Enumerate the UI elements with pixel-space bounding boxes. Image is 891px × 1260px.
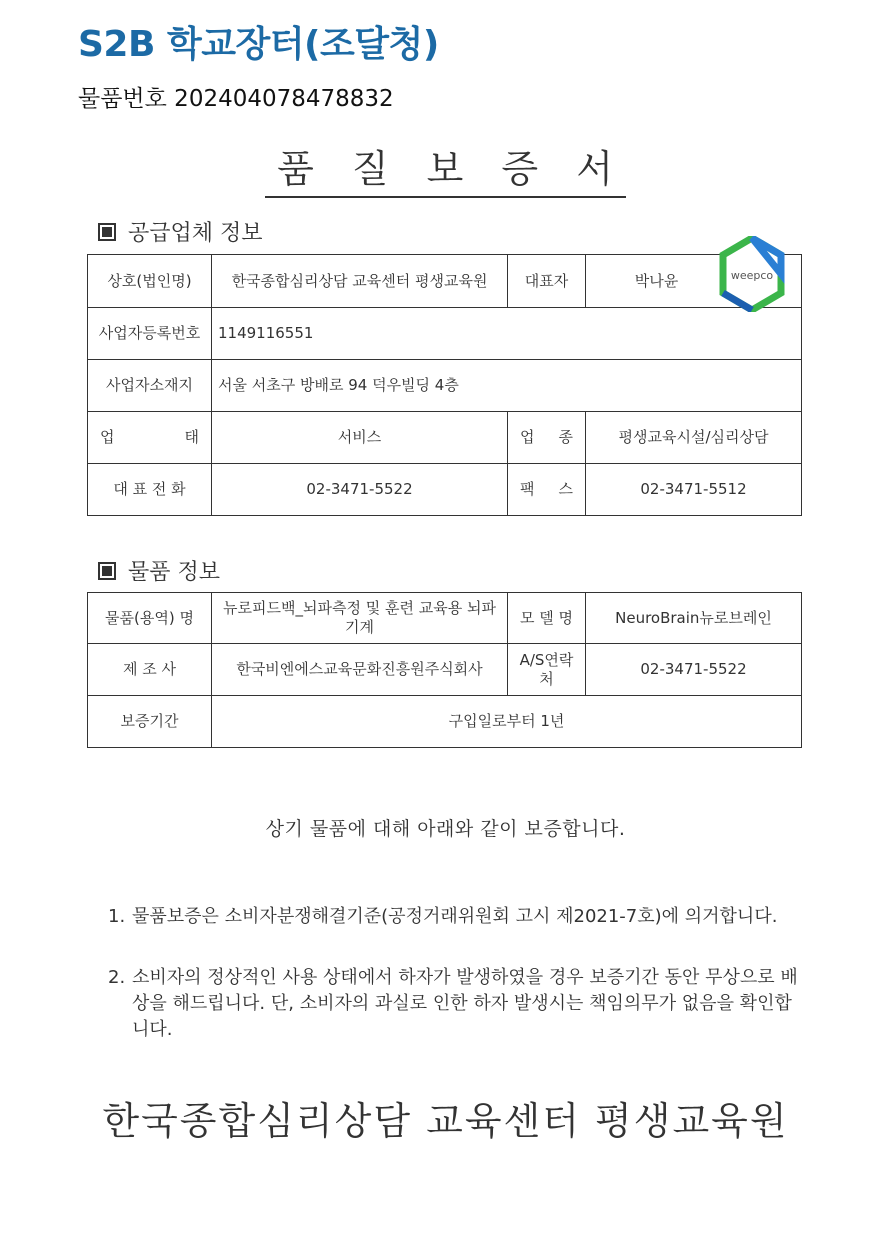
clause-2: 2. 소비자의 정상적인 사용 상태에서 하자가 발생하였을 경우 보증기간 동안 무상으로 배상을 해드립니다. 단, 소비자의 과실로 인한 하자 발생시는 책임의무가 없음을 확인합니다. — [108, 967, 798, 1041]
document-title: 품 질 보 증 서 — [0, 138, 891, 198]
as-contact-label: A/S연락처 — [508, 644, 586, 696]
biz-type-label: 업 태 — [88, 412, 212, 464]
company-label: 상호(법인명) — [88, 255, 212, 308]
page-title: S2B 학교장터(조달청) — [78, 24, 439, 65]
business-number-value: 1149116551 — [212, 308, 802, 360]
phone-value: 02-3471-5522 — [212, 464, 508, 516]
product-name-label: 물품(용역) 명 — [88, 593, 212, 644]
as-contact-value: 02-3471-5522 — [586, 644, 802, 696]
clause-1: 1. 물품보증은 소비자분쟁해결기준(공정거래위원회 고시 제2021-7호)에 의거합니다. — [108, 906, 778, 927]
product-name-value: 뉴로피드백_뇌파측정 및 훈련 교육용 뇌파기계 — [212, 593, 508, 644]
model-value: NeuroBrain뉴로브레인 — [586, 593, 802, 644]
biz-item-value: 평생교육시설/심리상담 — [586, 412, 802, 464]
maker-label: 제 조 사 — [88, 644, 212, 696]
company-seal-logo — [719, 236, 785, 312]
address-label: 사업자소재지 — [88, 360, 212, 412]
svg-text:weepco: weepco — [730, 269, 774, 282]
phone-label: 대 표 전 화 — [88, 464, 212, 516]
warranty-label: 보증기간 — [88, 696, 212, 748]
fax-label: 팩 스 — [508, 464, 586, 516]
model-label: 모 델 명 — [508, 593, 586, 644]
section-bullet-icon — [98, 223, 116, 241]
issuer-name: 한국종합심리상담 교육센터 평생교육원 — [102, 1099, 789, 1143]
ceo-label: 대표자 — [508, 255, 586, 308]
supplier-info-table — [87, 254, 802, 516]
product-section-heading: 물품 정보 — [98, 555, 220, 586]
biz-item-label: 업 종 — [508, 412, 586, 464]
address-value: 서울 서초구 방배로 94 덕우빌딩 4층 — [212, 360, 802, 412]
maker-value: 한국비엔에스교육문화진흥원주식회사 — [212, 644, 508, 696]
product-info-table — [87, 592, 802, 748]
section-bullet-icon — [98, 562, 116, 580]
company-value: 한국종합심리상담 교육센터 평생교육원 — [212, 255, 508, 308]
warranty-statement: 상기 물품에 대해 아래와 같이 보증합니다. — [265, 818, 626, 840]
warranty-value: 구입일로부터 1년 — [212, 696, 802, 748]
biz-type-value: 서비스 — [212, 412, 508, 464]
ceo-value: 박나윤 — [586, 255, 802, 308]
business-number-label: 사업자등록번호 — [88, 308, 212, 360]
item-number: 물품번호 202404078478832 — [78, 86, 394, 112]
fax-value: 02-3471-5512 — [586, 464, 802, 516]
supplier-section-heading: 공급업체 정보 — [98, 216, 263, 247]
